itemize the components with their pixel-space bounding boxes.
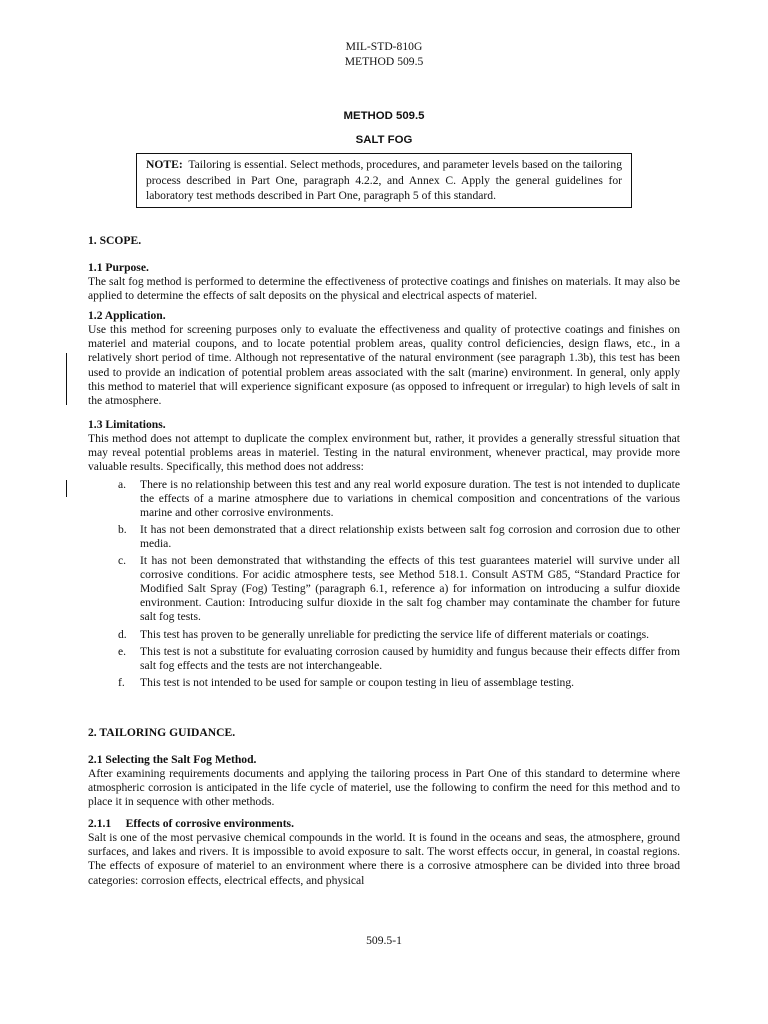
note-label: NOTE: (146, 158, 183, 171)
list-letter: b. (118, 522, 127, 536)
list-item (88, 628, 680, 642)
subsection-application (88, 309, 680, 408)
method-title: METHOD 509.5 (343, 110, 425, 122)
method-id: METHOD 509.5 (344, 54, 424, 68)
subsection-limitations (88, 418, 680, 693)
section-scope (88, 234, 680, 248)
list-item (88, 676, 680, 690)
paragraph: This method does not attempt to duplicate the complex environment but, rather, it provides a generally stressful situation that may reveal potential problems areas in materiel. Testing in the natural environment, whenever practical, may provide more valuable results. Specifically, this method does not address: (88, 432, 680, 474)
section-heading: 2. TAILORING GUIDANCE. (88, 726, 236, 739)
list-item (88, 523, 680, 551)
page-number: 509.5-1 (366, 934, 402, 947)
list-text: This test is not a substitute for evaluating corrosion caused by humidity and fungus because their effects differ from salt fog effects and the tests are not interchangeable. (140, 644, 680, 672)
subsection-heading: 1.1 Purpose. (88, 261, 149, 274)
paragraph: The salt fog method is performed to determine the effectiveness of protective coatings and finishes on materials. It may also be applied to determine the effects of salt deposits on the physical and electrical aspects of materiel. (88, 275, 680, 303)
list-text: This test has proven to be generally unreliable for predicting the service life of different materials or coatings. (140, 627, 650, 641)
standard-id: MIL-STD-810G (345, 40, 423, 53)
list-item (88, 645, 680, 673)
subsection-purpose (88, 261, 680, 303)
list-letter: a. (118, 477, 127, 491)
note-text: Tailoring is essential. Select methods, procedures, and parameter levels based on the tailoring process described in Part One, paragraph 4.2.2, and Annex C. Apply the general guidelines for laboratory test methods described in Part One, paragraph 5 of this standard. (146, 158, 623, 202)
subsection-effects (88, 817, 680, 888)
list-text: There is no relationship between this test and any real world exposure duration. The test is not intended to duplicate the effects of a marine atmosphere due to variations in chemical composition and concentrations of the various marine and other corrosive environments. (140, 477, 680, 519)
list-letter: f. (118, 675, 125, 689)
subsection-heading: 1.3 Limitations. (88, 418, 166, 431)
list-text: It has not been demonstrated that withstanding the effects of this test guarantees materiel will survive under all corrosive conditions. For acidic atmosphere tests, see Method 518.1. Consult ASTM G85, “Standard Practice for Modified Salt Spray (Fog) Testing” (paragraph 6.1, reference a) for information on introducing a sulfur dioxide environment. Caution: Introducing sulfur dioxide in the salt fog chamber may contaminate the chamber for future salt fog tests. (140, 554, 680, 624)
list-text: It has not been demonstrated that a direct relationship exists between salt fog corrosion and corrosion due to other media. (140, 522, 680, 550)
paragraph: Salt is one of the most pervasive chemical compounds in the world. It is found in the oceans and seas, the atmosphere, ground surfaces, and lakes and rivers. It is impossible to avoid exposure to salt. The worst effects occur, in general, in coastal regions. The effects of exposure of materiel to an environment where there is a corrosive atmosphere can be divided into three broad categories: corrosion effects, electrical effects, and physical (88, 831, 680, 887)
list-item (88, 478, 680, 520)
list-item (88, 554, 680, 624)
method-name: SALT FOG (355, 134, 413, 146)
subsection-heading: 2.1.1 Effects of corrosive environments. (88, 817, 294, 830)
paragraph: Use this method for screening purposes only to evaluate the effectiveness and quality of protective coatings and finishes on materiel and material coupons, and to locate potential problem areas, quality control deficiencies, design flaws, etc., in a relatively short period of time. Although not representative of the natural environment (see paragraph 1.3b), this test has been used to provide an indication of potential problem areas associated with the salt (marine) environment. In general, only apply this method to materiel that will experience significant exposure (as opposed to infrequent or irregular) to high levels of salt in the atmosphere. (88, 323, 680, 408)
note-box (136, 153, 632, 208)
limitations-list (88, 478, 680, 690)
list-letter: e. (118, 644, 127, 658)
list-letter: c. (118, 554, 127, 568)
page-header (88, 40, 680, 69)
change-bar (66, 480, 67, 497)
paragraph: After examining requirements documents and applying the tailoring process in Part One of this standard to determine where atmospheric corrosion is anticipated in the life cycle of materiel, use the following to confirm the need for this method and to place it in sequence with other methods. (88, 767, 680, 809)
subsection-heading: 2.1 Selecting the Salt Fog Method. (88, 753, 257, 766)
list-letter: d. (118, 627, 127, 641)
subsection-selecting (88, 753, 680, 810)
document-page (88, 0, 680, 1024)
subsection-heading: 1.2 Application. (88, 309, 166, 322)
section-heading: 1. SCOPE. (88, 234, 142, 247)
change-bar (66, 353, 67, 405)
section-tailoring (88, 726, 680, 740)
list-text: This test is not intended to be used for sample or coupon testing in lieu of assemblage testing. (140, 675, 575, 689)
